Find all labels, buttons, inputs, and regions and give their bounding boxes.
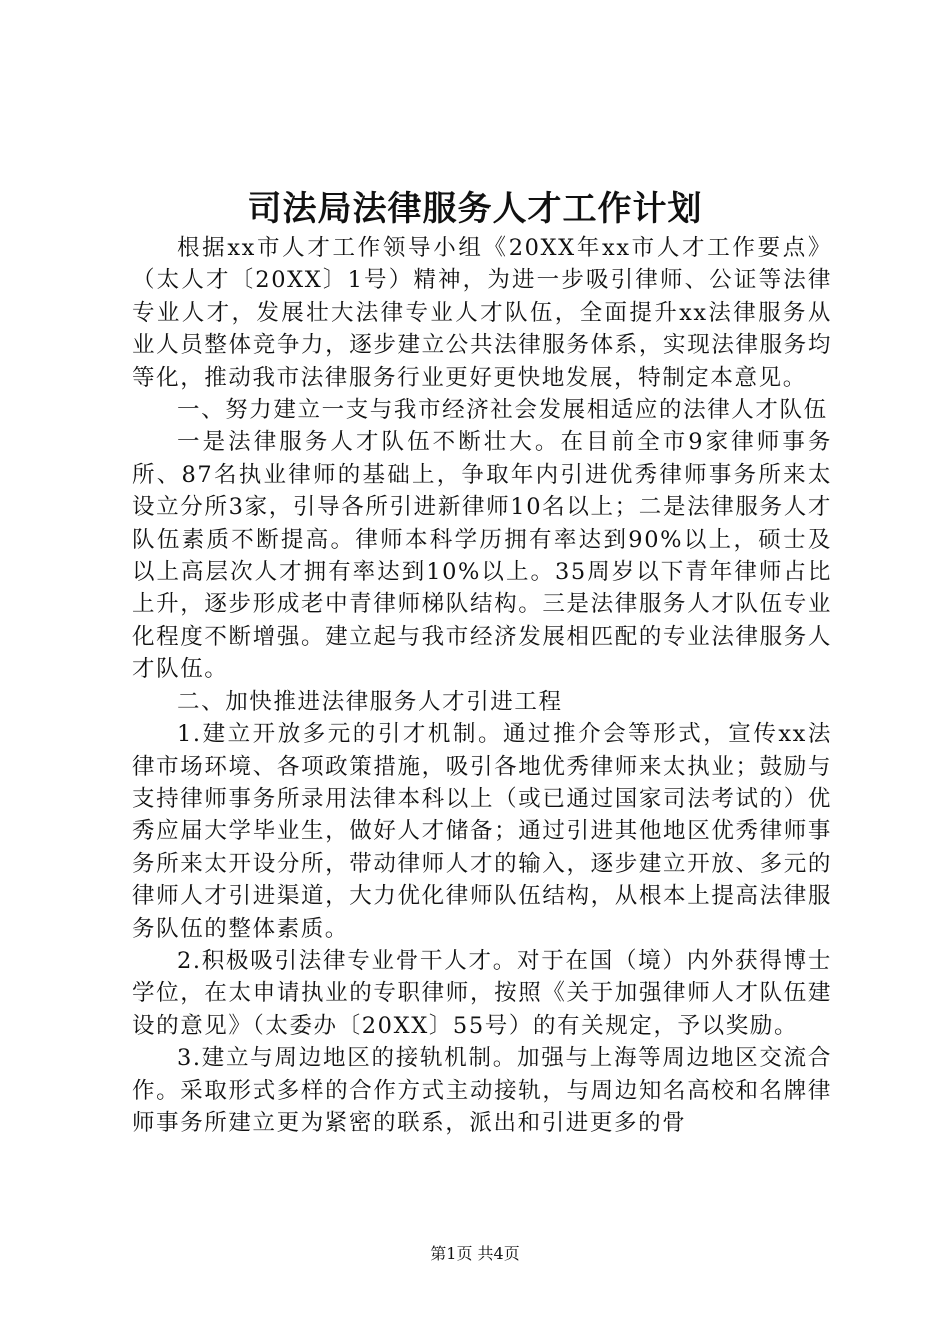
paragraph-item-2: 2.积极吸引法律专业骨干人才。对于在国（境）内外获得博士学位，在太申请执业的专职律师，按照《关于加强律师人才队伍建设的意见》（太委办〔20XX〕55号）的有关规定，予以奖励。 (132, 947, 832, 1039)
paragraph-item-1: 1.建立开放多元的引才机制。通过推介会等形式，宣传xx法律市场环境、各项政策措施，吸引各地优秀律师来太执业；鼓励与支持律师事务所录用法律本科以上（或已通过国家司法考试的）优秀应届大学毕业生，做好人才储备；通过引进其他地区优秀律师事务所来太开设分所，带动律师人才的输入，逐步建立开放、多元的律师人才引进渠道，大力优化律师队伍结构，从根本上提高法律服务队伍的整体素质。 (132, 721, 832, 942)
paragraph-section-1: 一是法律服务人才队伍不断壮大。在目前全市9家律师事务所、87名执业律师的基础上，争取年内引进优秀律师事务所来太设立分所3家，引导各所引进新律师10名以上；二是法律服务人才队伍素质不断提高。律师本科学历拥有率达到90%以上，硕士及以上高层次人才拥有率达到10%以上。35周岁以下青年律师占比上升，逐步形成老中青律师梯队结构。三是法律服务人才队伍专业化程度不断增强。建立起与我市经济发展相匹配的专业法律服务人才队伍。 (132, 429, 832, 683)
paragraph-item-3: 3.建立与周边地区的接轨机制。加强与上海等周边地区交流合作。采取形式多样的合作方式主动接轨，与周边知名高校和名牌律师事务所建立更为紧密的联系，派出和引进更多的骨 (132, 1045, 832, 1136)
document-body (132, 232, 832, 1139)
page-footer: 第1页 共4页 (430, 1244, 520, 1263)
document-title: 司法局法律服务人才工作计划 (247, 189, 703, 229)
section-heading-2: 二、加快推进法律服务人才引进工程 (177, 688, 563, 715)
paragraph-intro: 根据xx市人才工作领导小组《20XX年xx市人才工作要点》（太人才〔20XX〕1号）精神，为进一步吸引律师、公证等法律专业人才，发展壮大法律专业人才队伍，全面提升xx法律服务从业人员整体竞争力，逐步建立公共法律服务体系，实现法律服务均等化，推动我市法律服务行业更好更快地发展，特制定本意见。 (132, 235, 832, 391)
section-heading-1: 一、努力建立一支与我市经济社会发展相适应的法律人才队伍 (177, 397, 828, 424)
